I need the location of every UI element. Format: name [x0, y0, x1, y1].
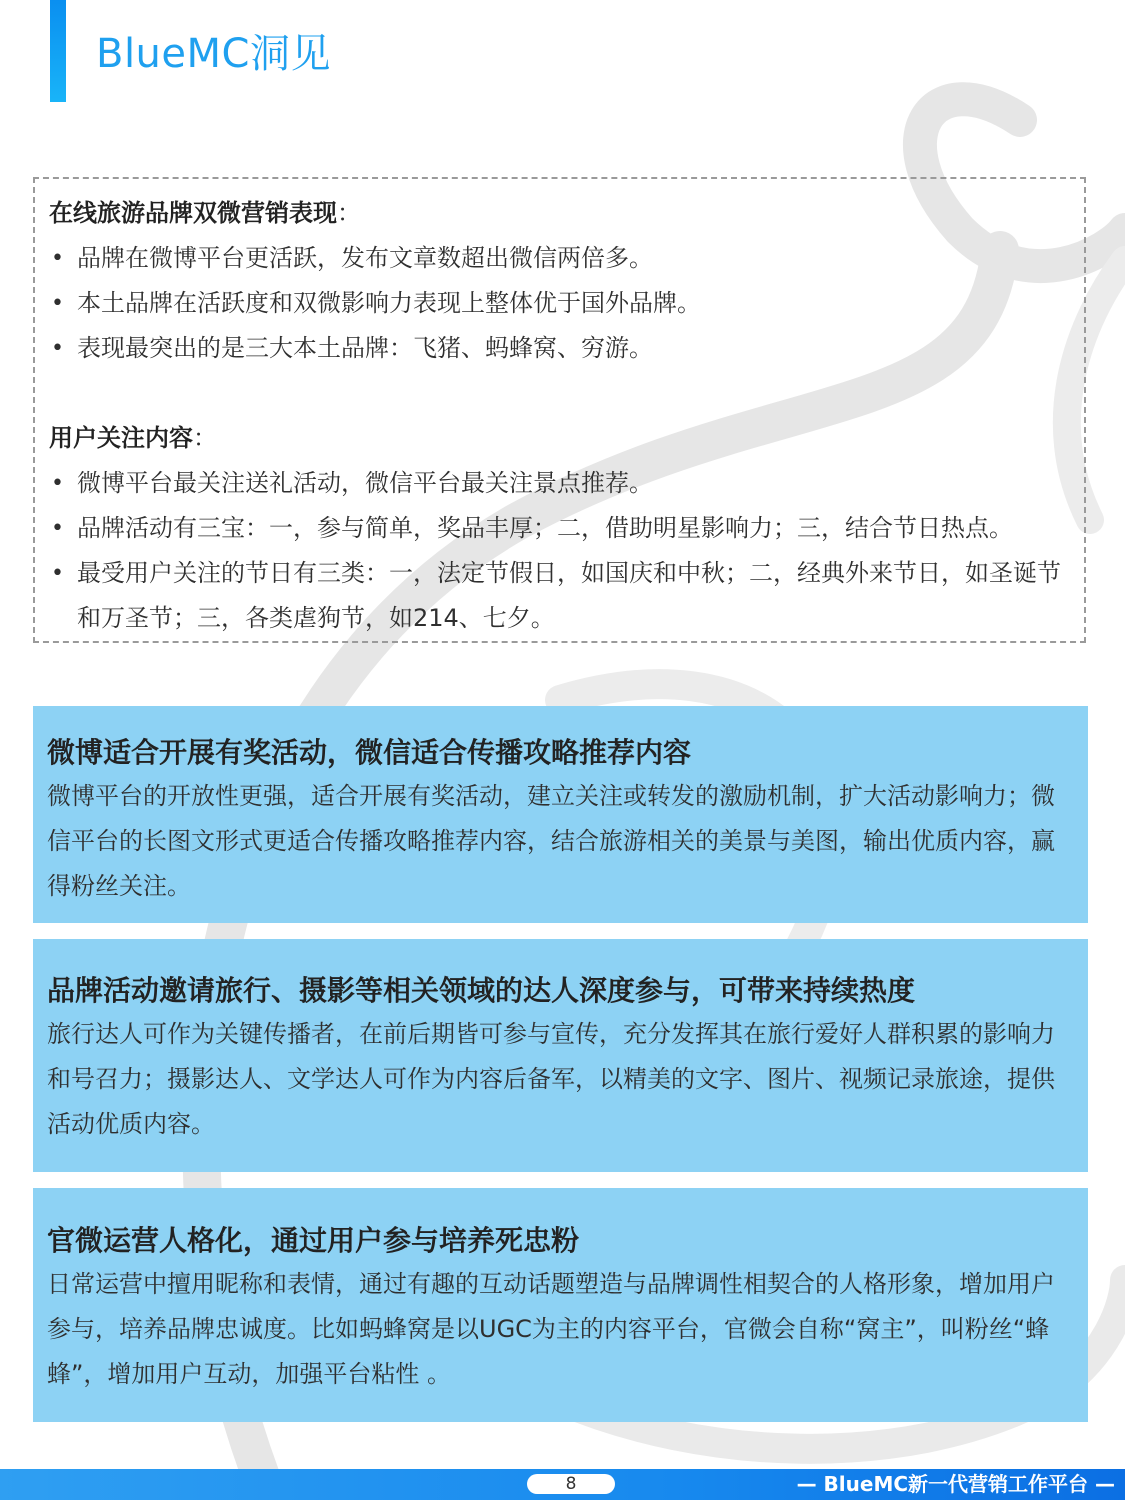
card-body: 微博平台的开放性更强，适合开展有奖活动，建立关注或转发的激励机制，扩大活动影响力；微信平台的长图文形式更适合传播攻略推荐内容，结合旅游相关的美景与美图，输出优质内容，赢得粉丝关注。: [47, 782, 1055, 900]
list-item-text: 品牌在微博平台更活跃，发布文章数超出微信两倍多。: [77, 244, 653, 272]
list-item-text: 本土品牌在活跃度和双微影响力表现上整体优于国外品牌。: [77, 289, 701, 317]
bullet-icon: •: [51, 516, 64, 541]
bullet-icon: •: [51, 561, 64, 586]
user-focus-list: [49, 461, 1070, 641]
bullet-icon: •: [51, 291, 64, 316]
page-title: BlueMC洞见: [96, 31, 331, 77]
card-body: 旅行达人可作为关键传播者，在前后期皆可参与宣传，充分发挥其在旅行爱好人群积累的影响力和号召力；摄影达人、文学达人可作为内容后备军，以精美的文字、图片、视频记录旅途，提供活动优质内容。: [47, 1020, 1055, 1138]
insight-card-influencers: [33, 939, 1088, 1172]
section-spacer: [49, 371, 1070, 416]
section-heading-text: 用户关注内容: [49, 424, 193, 452]
performance-list: [49, 236, 1070, 371]
list-item-text: 品牌活动有三宝：一，参与简单，奖品丰厚；二，借助明星影响力；三，结合节日热点。: [77, 514, 1013, 542]
section-heading-user-focus: [49, 416, 1070, 461]
footer-tagline: — BlueMC新一代营销工作平台 —: [796, 1472, 1115, 1496]
summary-box: [33, 177, 1086, 643]
header-accent-bar: [50, 0, 66, 102]
list-item: [49, 461, 1070, 506]
list-item: [49, 236, 1070, 281]
insight-card-personification: [33, 1188, 1088, 1422]
bullet-icon: •: [51, 471, 64, 496]
heading-colon: ：: [337, 199, 361, 227]
page-number: 8: [527, 1474, 615, 1494]
bullet-icon: •: [51, 246, 64, 271]
list-item-text: 表现最突出的是三大本土品牌：飞猪、蚂蜂窝、穷游。: [77, 334, 653, 362]
insight-card-weibo-wechat: [33, 706, 1088, 923]
bullet-icon: •: [51, 336, 64, 361]
card-body: 日常运营中擅用昵称和表情，通过有趣的互动话题塑造与品牌调性相契合的人格形象，增加用户参与，培养品牌忠诚度。比如蚂蜂窝是以UGC为主的内容平台，官微会自称“窝主”，叫粉丝“蜂蜂”，增加用户互动，加强平台粘性 。: [47, 1270, 1055, 1388]
list-item: [49, 551, 1070, 641]
list-item-text: 最受用户关注的节日有三类：一，法定节假日，如国庆和中秋；二，经典外来节日，如圣诞节和万圣节；三，各类虐狗节，如214、七夕。: [77, 559, 1061, 632]
section-heading-performance: [49, 191, 1070, 236]
section-heading-text: 在线旅游品牌双微营销表现: [49, 199, 337, 227]
heading-colon: ：: [193, 424, 217, 452]
page-footer: [0, 1469, 1125, 1500]
card-title: 微博适合开展有奖活动，微信适合传播攻略推荐内容: [47, 736, 692, 769]
list-item: [49, 506, 1070, 551]
list-item-text: 微博平台最关注送礼活动，微信平台最关注景点推荐。: [77, 469, 653, 497]
list-item: [49, 326, 1070, 371]
card-title: 品牌活动邀请旅行、摄影等相关领域的达人深度参与，可带来持续热度: [47, 974, 916, 1007]
list-item: [49, 281, 1070, 326]
card-title: 官微运营人格化，通过用户参与培养死忠粉: [47, 1224, 580, 1257]
